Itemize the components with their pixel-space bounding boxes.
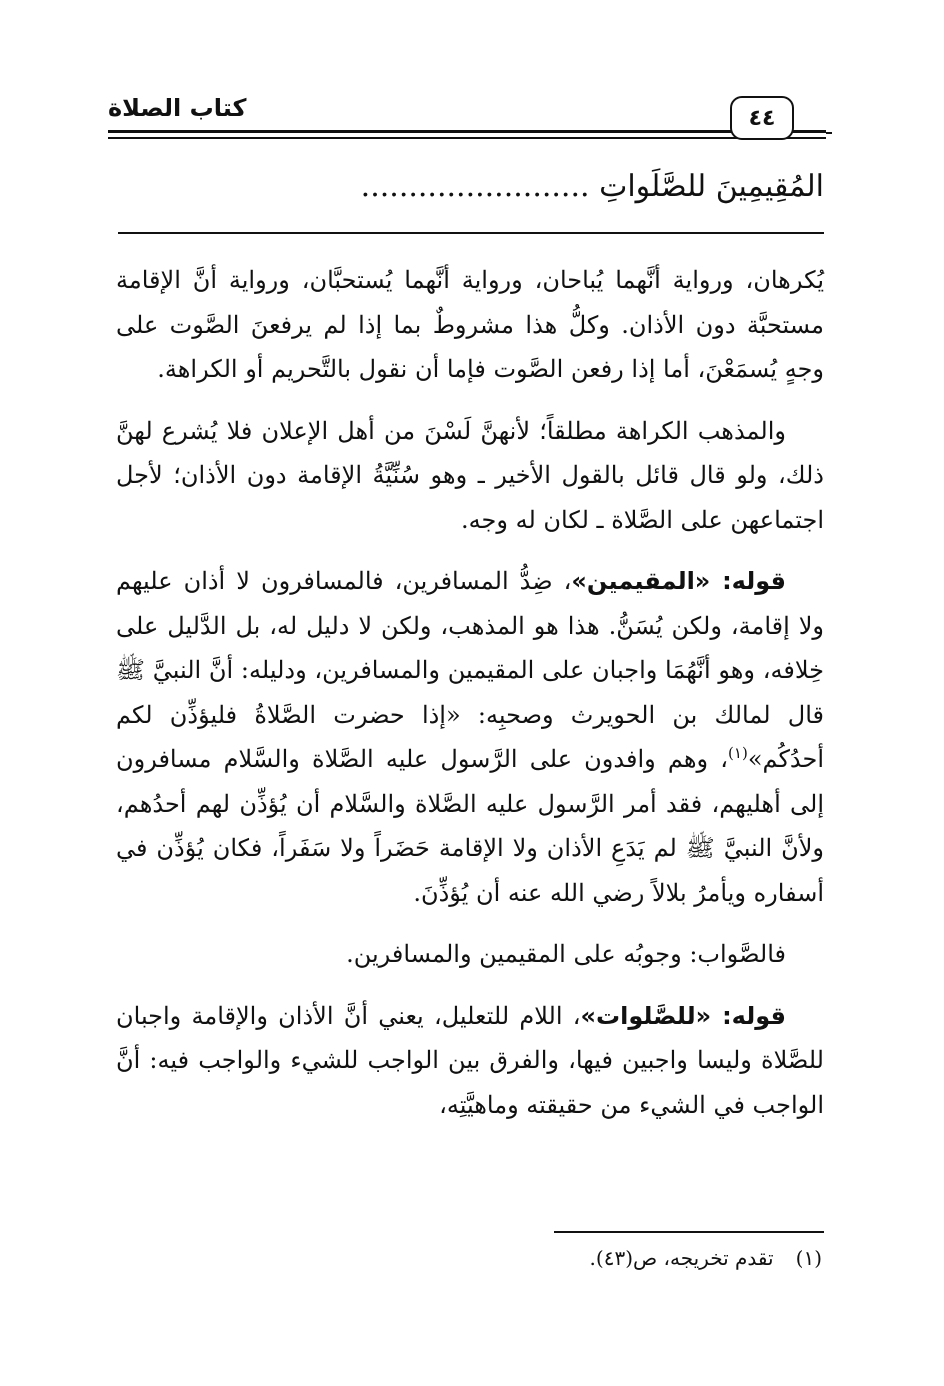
paragraph-text: ، ضِدُّ المسافرين، فالمسافرون لا أذان عليهم ولا إقامة، ولكن يُسَنُّ. هذا هو المذهب، ولكن لا دليل له، بل الدَّليل على خِلافه، وهو أنَّهُمَا واجبان على المقيمين والمسافرين، ودليله: أنَّ النبيَّ ﷺ قال لمالك بن الحويرث وصحبِه: «إذا حضرت الصَّلاةُ فليؤذِّن لكم أحدُكُم»: [116, 567, 825, 773]
footnote-number: (١): [795, 1246, 822, 1270]
header-rule-end: [826, 132, 832, 134]
paragraph: [116, 258, 824, 392]
paragraph-text: ، اللام للتعليل، يعني أنَّ الأذان والإقامة واجبان للصَّلاة وليسا واجبين فيها، والفرق بين الواجب للشيء والواجب فيه: أنَّ الواجب في الشيء من حقيقته وماهيَّتِه،: [116, 1001, 824, 1119]
paragraph: [116, 932, 824, 977]
paragraph-text: فالصَّواب: وجوبُه على المقيمين والمسافرين.: [346, 940, 786, 968]
paragraph: [116, 994, 824, 1128]
paragraph: [116, 559, 824, 915]
footnote-text: تقدم تخريجه، ص(٤٣).: [589, 1246, 774, 1270]
footnote-rule: [554, 1231, 824, 1233]
paragraph-keyword: قوله: «للصَّلوات»: [580, 1001, 787, 1030]
paragraph-keyword: قوله: «المقيمين»: [571, 567, 786, 595]
paragraph-text: والمذهب الكراهة مطلقاً؛ لأنهنَّ لَسْنَ من أهل الإعلان فلا يُشرع لهنَّ ذلك، ولو قال قائل بالقول الأخير ـ وهو سُنِّيَّةُ الإقامة دون الأذان؛ لأجل اجتماعهن على الصَّلاة ـ لكان له وجه.: [116, 416, 824, 534]
header-rule-thick: [108, 130, 826, 133]
header-rule-thin: [108, 137, 826, 139]
page-number: ٤٤: [730, 96, 794, 140]
body-text: [116, 258, 824, 1144]
running-header: [108, 92, 826, 148]
book-title: كتاب الصلاة: [108, 94, 247, 122]
section-title: المُقِيمِينَ للصَّلَواتِ ........................: [360, 169, 824, 204]
footnote: [590, 1243, 822, 1273]
section-title-rule: [118, 232, 824, 234]
paragraph: [116, 409, 824, 543]
footnote-reference: (١): [728, 744, 748, 762]
paragraph-text: ، وهم وافدون على الرَّسول عليه الصَّلاة والسَّلام مسافرون إلى أهليهم، فقد أمر الرَّسول عليه الصَّلاة والسَّلام أن يُؤذِّن لهم أحدُهم، ولأنَّ النبيَّ ﷺ لم يَدَعِ الأذان ولا الإقامة حَضَراً ولا سَفَراً، فكان يُؤذِّن في أسفاره ويأمرُ بلالاً رضي الله عنه أن يُؤذِّنَ.: [116, 745, 824, 907]
paragraph-text: يُكرهان، ورواية أنَّهما يُباحان، ورواية أنَّهما يُستحبَّان، ورواية أنَّ الإقامة مستحبَّة دون الأذان. وكلُّ هذا مشروطٌ بما إذا لم يرفعنَ الصَّوت على وجهٍ يُسمَعْنَ، أما إذا رفعن الصَّوت فإما أن نقول بالتَّحريم أو الكراهة.: [116, 266, 824, 383]
